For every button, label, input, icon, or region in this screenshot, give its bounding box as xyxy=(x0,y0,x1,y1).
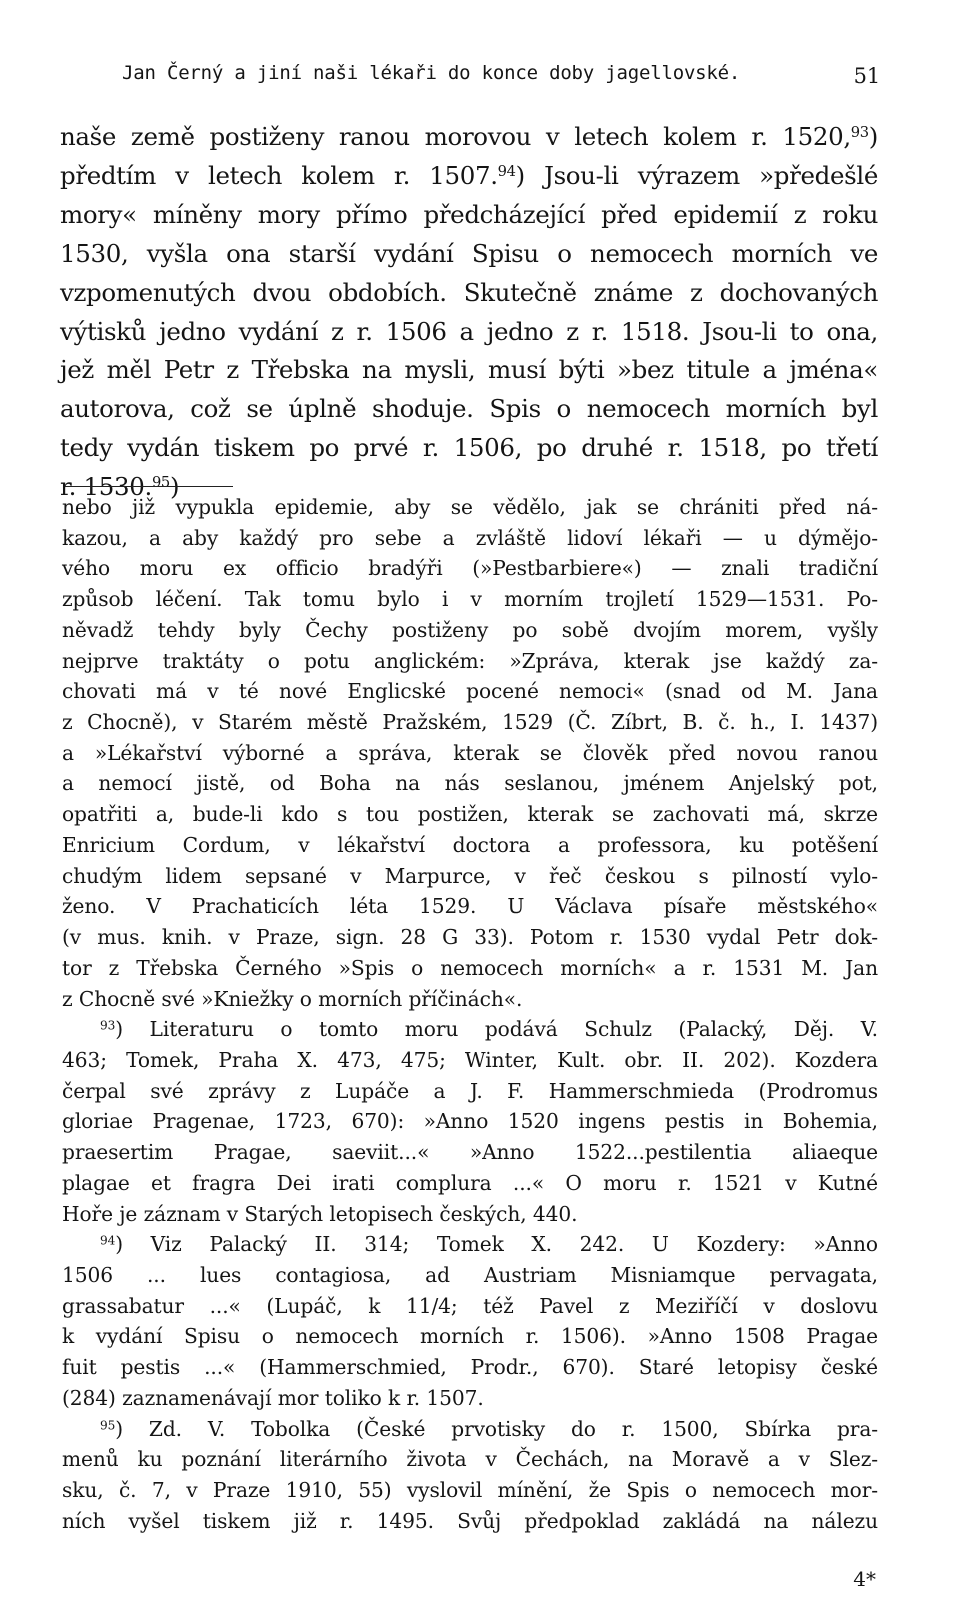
footnote-line: Hoře je záznam v Starých letopisech českých, 440. xyxy=(62,1201,578,1226)
body-line-2: předtím v letech kolem r. 1507.94) Jsou-li výrazem »předešlé xyxy=(60,160,878,190)
footnote-line: plagae et fragra Dei irati complura ...« O moru r. 1521 v Kutné xyxy=(62,1170,878,1195)
footnote-ref: 94 xyxy=(497,162,516,180)
footnote-line: čerpal své zprávy z Lupáče a J. F. Hammerschmieda (Prodromus xyxy=(62,1078,878,1103)
footnote-line: z Chocně své »Kniežky o morních příčinách«. xyxy=(62,986,523,1011)
footnote-line: chudým lidem sepsané v Marpurce, v řeč českou s pilností vylo- xyxy=(62,863,878,888)
footnote-ref: 95 xyxy=(151,474,170,492)
footnote-separator xyxy=(65,486,233,487)
footnote-line: a nemocí jistě, od Boha na nás seslanou, jménem Anjelský pot, xyxy=(62,771,878,796)
footnote-marker: 94 xyxy=(100,1233,116,1248)
body-line-9: tedy vydán tiskem po prvé r. 1506, po druhé r. 1518, po třetí xyxy=(60,433,878,463)
footnote-line: gloriae Pragenae, 1723, 670): »Anno 1520 ingens pestis in Bohemia, xyxy=(62,1109,878,1134)
footnote-line: k vydání Spisu o nemocech morních r. 1506). »Anno 1508 Pragae xyxy=(62,1324,878,1349)
footnote-94-start: $^{94}$) Viz Palacký II. 314; Tomek X. 242. U Kozdery: »Anno xyxy=(100,1232,878,1257)
footnote-line: (284) zaznamenávají mor toliko k r. 1507. xyxy=(62,1385,484,1410)
footnote-line: z Chocně), v Starém městě Pražském, 1529 (Č. Zíbrt, B. č. h., I. 1437) xyxy=(62,710,878,735)
footnote-line: ních vyšel tiskem již r. 1495. Svůj předpoklad zakládá na nálezu xyxy=(62,1508,878,1533)
main-text xyxy=(60,118,878,507)
footnote-line: vého moru ex officio bradýři (»Pestbarbiere«) — znali tradiční xyxy=(62,556,878,581)
body-line-10: r. 1530.95) xyxy=(60,472,180,502)
footnote-line: praesertim Pragae, saeviit...« »Anno 1522...pestilentia aliaeque xyxy=(62,1140,878,1165)
body-line-1: naše země postiženy ranou morovou v letech kolem r. 1520,93) xyxy=(60,122,878,151)
footnote-line: 1506 ... lues contagiosa, ad Austriam Misniamque pervagata, xyxy=(62,1262,878,1287)
footnote-line: opatřiti a, bude-li kdo s tou postižen, kterak se zachovati má, skrze xyxy=(62,802,878,827)
body-line-5: vzpomenutých dvou obdobích. Skutečně známe z dochovaných xyxy=(60,277,878,307)
footnote-line: kazou, a aby každý pro sebe a zvláště lidoví lékaři — u dýmějo- xyxy=(62,525,878,550)
footnote-line: chovati má v té nové Englicské pocené nemoci« (snad od M. Jana xyxy=(62,679,878,704)
footnote-line: sku, č. 7, v Praze 1910, 55) vyslovil mínění, že Spis o nemocech mor- xyxy=(62,1478,878,1502)
footnote-line: menů ku poznání literárního života v Čechách, na Moravě a v Slez- xyxy=(62,1447,878,1472)
page-number: 51 xyxy=(853,64,880,88)
body-line-6: výtisků jedno vydání z r. 1506 a jedno z r. 1518. Jsou-li to ona, xyxy=(60,316,878,346)
footnote-ref: 93 xyxy=(850,123,869,141)
footnote-93-start: $^{93}$) Literaturu o tomto moru podává Schulz (Palacký, Děj. V. xyxy=(100,1017,878,1042)
footnote-marker: 93 xyxy=(100,1018,116,1033)
body-line-7: jež měl Petr z Třebska na mysli, musí býti »bez titule a jména« xyxy=(60,355,878,385)
footnote-line: 463; Tomek, Praha X. 473, 475; Winter, Kult. obr. II. 202). Kozdera xyxy=(62,1047,878,1072)
footnote-line: a »Lékařství výborné a správa, kterak se člověk před novou ranou xyxy=(62,740,878,765)
body-line-4: 1530, vyšla ona starší vydání Spisu o nemocech morních ve xyxy=(60,238,878,268)
footnote-line: grassabatur ...« (Lupáč, k 11/4; též Pavel z Meziříčí v doslovu xyxy=(62,1293,878,1318)
footnote-line: tor z Třebska Černého »Spis o nemocech morních« a r. 1531 M. Jan xyxy=(62,955,878,980)
footnote-marker: 95 xyxy=(100,1417,116,1432)
footnote-line: nejprve traktáty o potu anglickém: »Zpráva, kterak jse každý za- xyxy=(62,648,878,673)
footnote-line: (v mus. knih. v Praze, sign. 28 G 33). Potom r. 1530 vydal Petr dok- xyxy=(62,925,878,950)
footnote-line: způsob léčení. Tak tomu bylo i v morním trojletí 1529—1531. Po- xyxy=(62,587,878,612)
running-head xyxy=(122,52,880,92)
signature-mark: 4* xyxy=(853,1567,876,1591)
footnotes xyxy=(62,492,878,1536)
running-head-title: Jan Černý a jiní naši lékaři do konce doby jagellovské. xyxy=(122,62,741,84)
footnote-line: ženo. V Prachaticích léta 1529. U Václava písaře městského« xyxy=(62,894,878,919)
footnote-line: Enricium Cordum, v lékařství doctora a professora, ku potěšení xyxy=(62,832,878,857)
footnote-line: nebo již vypukla epidemie, aby se vědělo, jak se chrániti před ná- xyxy=(62,495,878,519)
footnote-line: něvadž tehdy byly Čechy postiženy po sobě dvojím morem, vyšly xyxy=(62,617,878,642)
body-line-8: autorova, což se úplně shoduje. Spis o nemocech morních byl xyxy=(60,394,878,424)
body-line-3: mory« míněny mory přímo předcházející před epidemií z roku xyxy=(60,199,878,229)
footnote-95-start: $^{95}$) Zd. V. Tobolka (České prvotisky do r. 1500, Sbírka pra- xyxy=(100,1416,878,1441)
footnote-line: fuit pestis ...« (Hammerschmied, Prodr., 670). Staré letopisy české xyxy=(62,1355,878,1380)
